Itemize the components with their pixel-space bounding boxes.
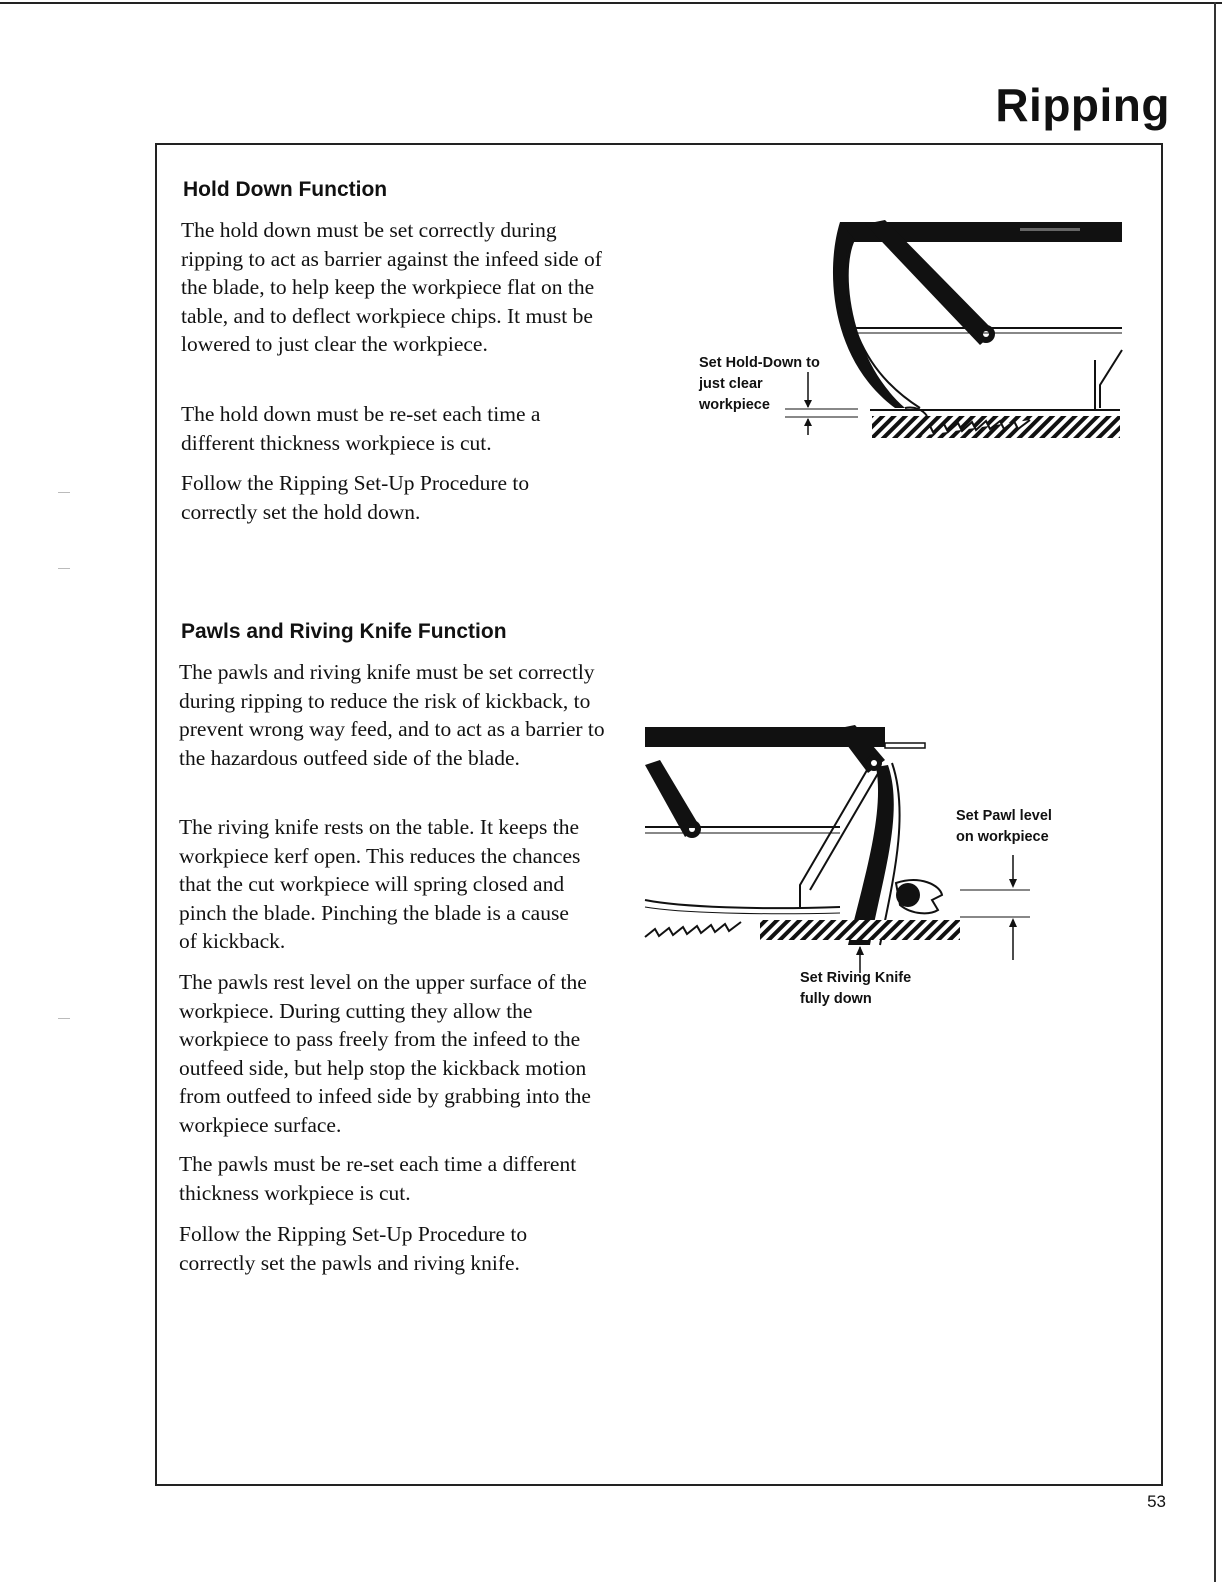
margin-mark <box>58 492 70 493</box>
right-edge-rule <box>1214 2 1216 1582</box>
pawl-callout <box>956 806 1052 848</box>
pawls-paragraph-3: The pawls rest level on the upper surface of the workpiece. During cutting they allow the workpiece to pass freely from the infeed to the outfeed side, but help stop the kickback motion from outfeed to infeed side by grabbing into the workpiece surface. <box>179 970 591 1137</box>
pawls-paragraph-5: Follow the Ripping Set-Up Procedure to correctly set the pawls and riving knife. <box>179 1222 528 1275</box>
page-number: 53 <box>1147 1492 1166 1511</box>
hold-down-callout-line-3: workpiece <box>699 397 770 413</box>
pawl-dimension-arrows-icon <box>955 855 1035 965</box>
riving-knife-callout-line-1: Set Riving Knife <box>800 970 912 986</box>
hold-down-paragraph-3: Follow the Ripping Set-Up Procedure to correctly set the hold down. <box>181 471 530 524</box>
hold-down-paragraph-2: The hold down must be re-set each time a different thickness workpiece is cut. <box>181 402 541 455</box>
hold-down-diagram-icon <box>690 210 1140 470</box>
hold-down-paragraph-1: The hold down must be set correctly during ripping to act as barrier against the infeed side of the blade, to help keep the workpiece flat on the table, and to deflect workpiece chips. It must be lowered to just clear the workpiece. <box>181 218 602 357</box>
pawls-riving-knife-diagram-icon <box>640 715 980 975</box>
hold-down-callout-line-1: Set Hold-Down to <box>699 355 820 371</box>
margin-mark <box>58 1018 70 1019</box>
pawls-paragraph-2: The riving knife rests on the table. It keeps the workpiece kerf open. This reduces the chances that the cut workpiece will spring closed and pinch the blade. Pinching the blade is a cause of kickback. <box>179 815 581 954</box>
riving-knife-callout-line-2: fully down <box>800 991 872 1007</box>
pawl-callout-line-1: Set Pawl level <box>956 808 1052 824</box>
margin-mark <box>58 568 70 569</box>
hold-down-callout-line-2: just clear <box>699 376 763 392</box>
page-title: Ripping <box>995 79 1170 131</box>
pawls-paragraph-1: The pawls and riving knife must be set correctly during ripping to reduce the risk of kickback, to prevent wrong way feed, and to act as a barrier to the hazardous outfeed side of the blade. <box>179 660 605 770</box>
riving-knife-callout <box>800 968 911 1010</box>
hold-down-callout <box>699 353 820 416</box>
hold-down-heading: Hold Down Function <box>183 178 388 201</box>
pawls-heading: Pawls and Riving Knife Function <box>181 620 507 643</box>
pawls-paragraph-4: The pawls must be re-set each time a different thickness workpiece is cut. <box>179 1152 577 1205</box>
top-rule <box>0 2 1222 4</box>
pawl-callout-line-2: on workpiece <box>956 829 1049 845</box>
